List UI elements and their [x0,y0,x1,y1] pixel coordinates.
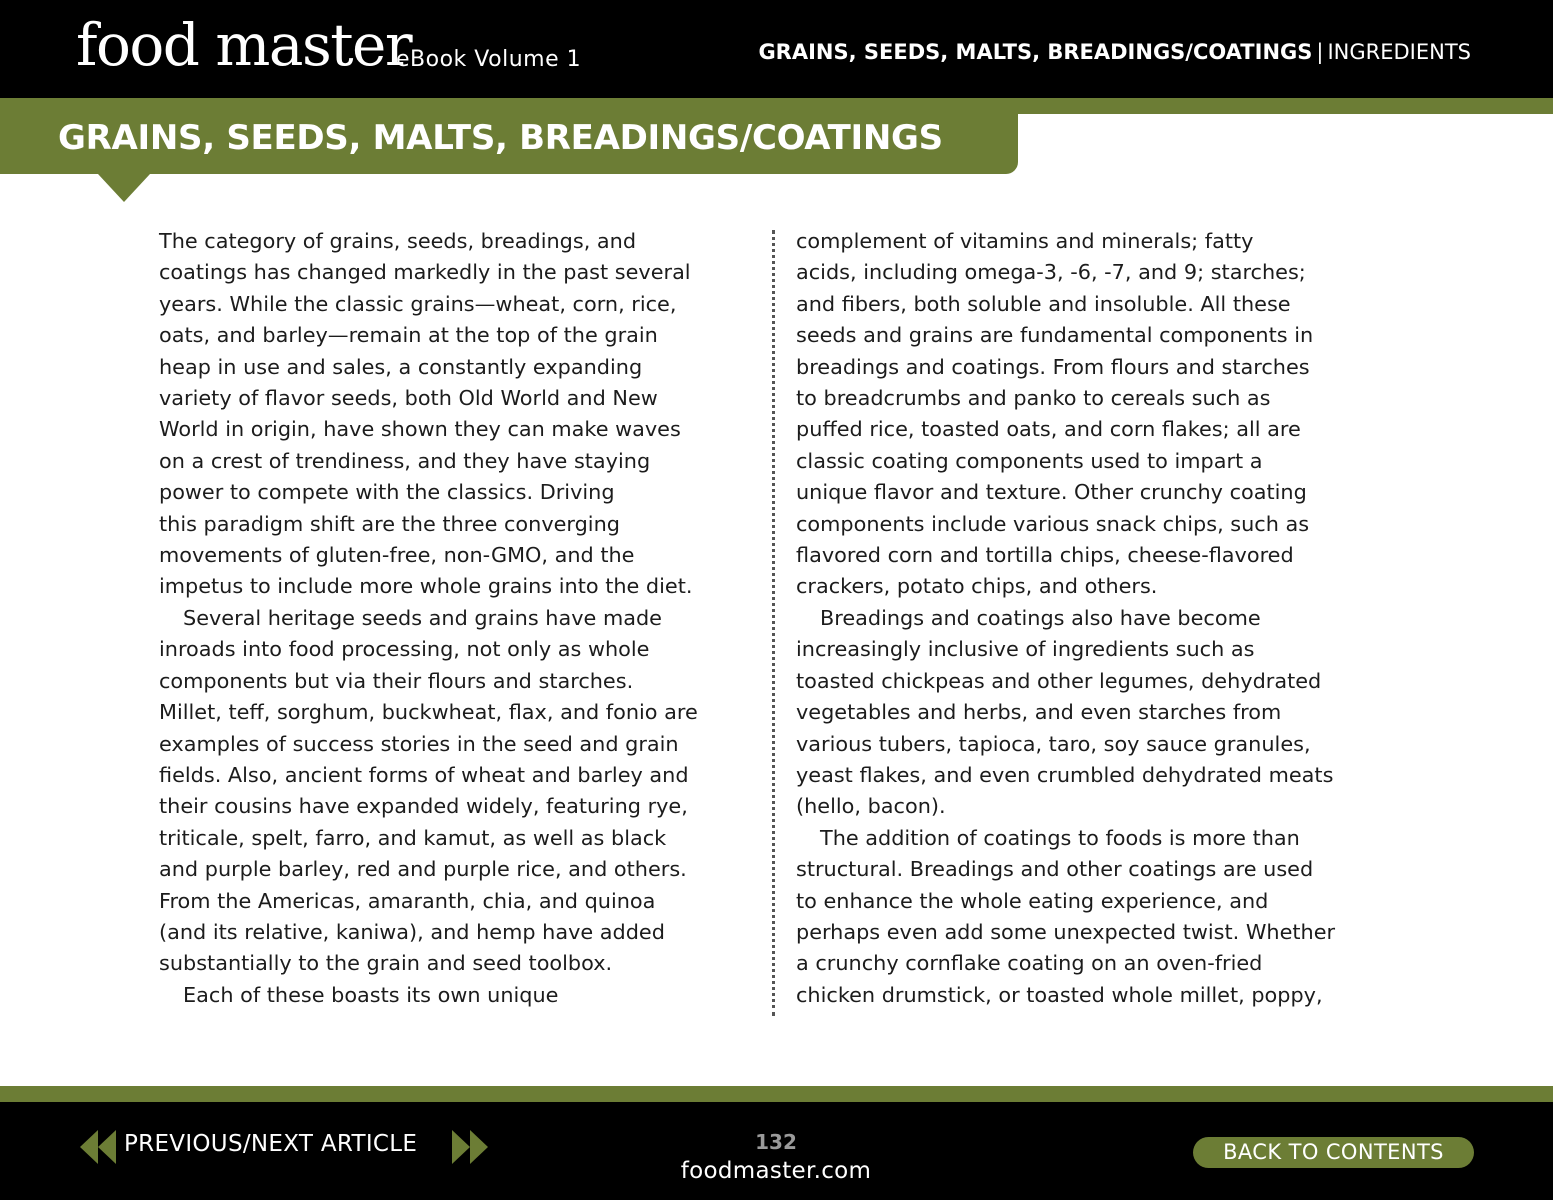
text-line: acids, including omega-3, -6, -7, and 9; starches; [796,260,1306,285]
footer-accent-band [0,1086,1553,1102]
text-line: Breadings and coatings also have become [820,605,1261,630]
text-line: seeds and grains are fundamental components in [796,323,1314,348]
text-line: perhaps even add some unexpected twist. Whether [796,919,1336,944]
ebook-volume-label: eBook Volume 1 [396,47,582,72]
text-line: coatings has changed markedly in the past several [159,260,691,285]
text-line: to breadcrumbs and panko to cereals such as [796,386,1271,411]
previous-next-article-link[interactable]: PREVIOUS/NEXT ARTICLE [124,1131,418,1157]
brand-logo[interactable]: food master [76,11,412,79]
text-line: Each of these boasts its own unique [183,982,559,1007]
breadcrumb-category[interactable]: INGREDIENTS [1327,40,1471,64]
text-line: chicken drumstick, or toasted whole millet, poppy, [796,982,1323,1007]
text-line: power to compete with the classics. Driving [159,480,615,505]
text-line: classic coating components used to impart a [796,448,1263,473]
double-chevron-right-icon[interactable] [452,1130,488,1164]
text-line: components but via their flours and starches. [159,668,634,693]
website-link[interactable]: foodmaster.com [680,1158,872,1184]
text-line: triticale, spelt, farro, and kamut, as well as black [159,825,667,850]
text-line: yeast flakes, and even crumbled dehydrated meats [796,762,1334,787]
text-line: crackers, potato chips, and others. [796,574,1158,599]
banner-notch [98,174,150,202]
text-line: increasingly inclusive of ingredients such as [796,637,1255,662]
text-line: inroads into food processing, not only as whole [159,637,650,662]
text-line: puffed rice, toasted oats, and corn flakes; all are [796,417,1301,442]
article-column-right [796,226,1335,1011]
breadcrumb-section: GRAINS, SEEDS, MALTS, BREADINGS/COATINGS [758,40,1313,64]
text-line: variety of flavor seeds, both Old World and New [159,386,658,411]
text-line: vegetables and herbs, and even starches from [796,700,1282,725]
text-line: From the Americas, amaranth, chia, and quinoa [159,888,656,913]
text-line: Several heritage seeds and grains have made [183,605,662,630]
text-line: oats, and barley—remain at the top of the grain [159,323,658,348]
column-divider [772,230,775,1016]
text-line: complement of vitamins and minerals; fatty [796,229,1254,253]
text-line: heap in use and sales, a constantly expanding [159,354,643,379]
text-line: impetus to include more whole grains into the diet. [159,574,693,599]
breadcrumb-separator: | [1316,40,1324,64]
text-line: (and its relative, kaniwa), and hemp have added [159,919,665,944]
header-accent-band [0,98,1553,114]
article-column-left [159,226,698,1011]
text-line: The category of grains, seeds, breadings, and [159,229,637,253]
text-line: a crunchy cornflake coating on an oven-fried [796,951,1263,976]
text-line: and purple barley, red and purple rice, and others. [159,857,687,882]
text-line: years. While the classic grains—wheat, corn, rice, [159,291,677,316]
double-chevron-left-icon[interactable] [80,1130,116,1164]
text-line: The addition of coatings to foods is more than [820,825,1300,850]
text-line: on a crest of trendiness, and they have staying [159,448,651,473]
text-line: their cousins have expanded widely, featuring rye, [159,794,688,819]
text-line: this paradigm shift are the three converging [159,511,620,536]
text-line: flavored corn and tortilla chips, cheese-flavored [796,543,1294,568]
header-breadcrumb [758,40,1471,64]
text-line: movements of gluten-free, non-GMO, and the [159,543,635,568]
text-line: various tubers, tapioca, taro, soy sauce granules, [796,731,1311,756]
text-line: and fibers, both soluble and insoluble. All these [796,291,1291,316]
text-line: (hello, bacon). [796,794,946,819]
text-line: toasted chickpeas and other legumes, dehydrated [796,668,1322,693]
text-line: to enhance the whole eating experience, and [796,888,1269,913]
text-line: substantially to the grain and seed toolbox. [159,951,613,976]
page-number: 132 [755,1130,797,1154]
text-line: examples of success stories in the seed and grain [159,731,679,756]
text-line: unique flavor and texture. Other crunchy coating [796,480,1307,505]
text-line: breadings and coatings. From flours and starches [796,354,1310,379]
text-line: components include various snack chips, such as [796,511,1310,536]
back-to-contents-button[interactable]: BACK TO CONTENTS [1193,1137,1474,1168]
text-line: structural. Breadings and other coatings are used [796,857,1314,882]
text-line: fields. Also, ancient forms of wheat and barley and [159,762,689,787]
text-line: World in origin, have shown they can make waves [159,417,681,442]
page-title: GRAINS, SEEDS, MALTS, BREADINGS/COATINGS [58,118,943,158]
text-line: Millet, teff, sorghum, buckwheat, flax, and fonio are [159,700,698,725]
